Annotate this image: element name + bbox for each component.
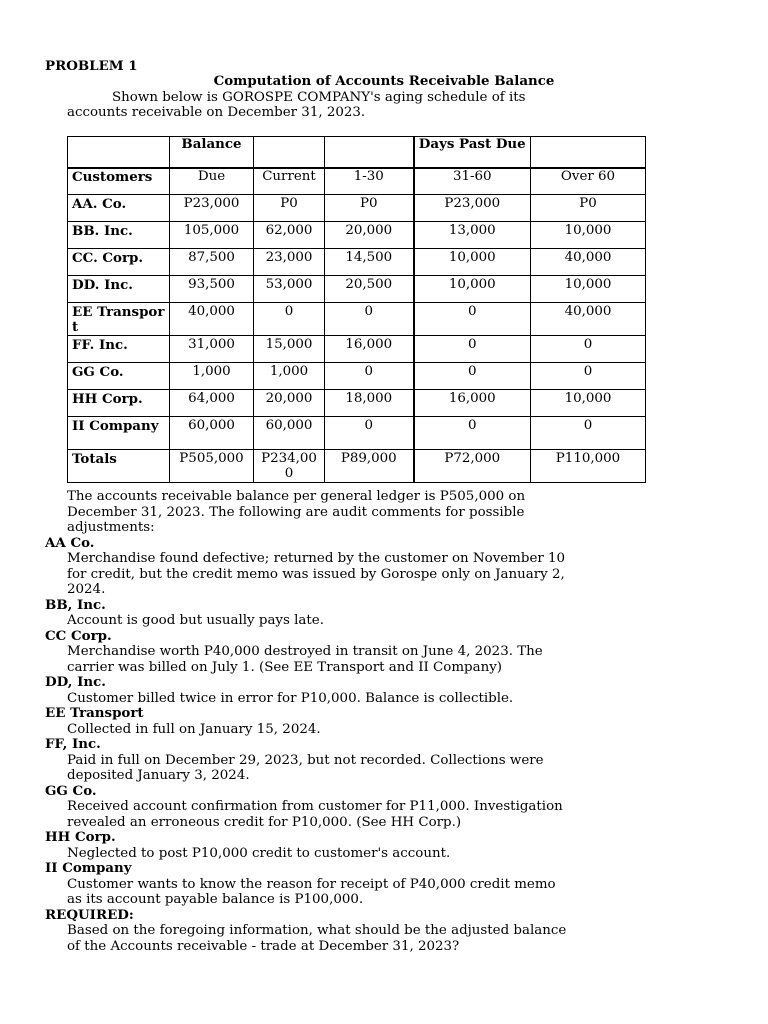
aging-schedule-table bbox=[67, 136, 646, 483]
document-title-text: Computation of Accounts Receivable Balance bbox=[213, 73, 555, 89]
header-top-cell-days-31-60: Days Past Due bbox=[414, 137, 531, 169]
comment-line: revealed an erroneous credit for P10,000. (See HH Corp.) bbox=[67, 814, 462, 830]
cell-customers: GG Co. bbox=[68, 363, 170, 390]
cell-days-31-60: 0 bbox=[414, 303, 531, 336]
comment-line: Neglected to post P10,000 credit to customer's account. bbox=[67, 845, 451, 861]
cell-days-1-30: 18,000 bbox=[325, 390, 414, 417]
cell-balance-due: 87,500 bbox=[170, 249, 254, 276]
header-cell-current: Current bbox=[254, 168, 325, 195]
cell-days-31-60: 0 bbox=[414, 336, 531, 363]
comment-line: Collected in full on January 15, 2024. bbox=[67, 721, 321, 737]
cell-balance-due: 40,000 bbox=[170, 303, 254, 336]
comment-heading: FF, Inc. bbox=[45, 736, 101, 752]
header-top-cell-over-60 bbox=[531, 137, 646, 169]
cell-days-1-30: 20,000 bbox=[325, 222, 414, 249]
cell-current: 15,000 bbox=[254, 336, 325, 363]
cell-customers: CC. Corp. bbox=[68, 249, 170, 276]
cell-over-60: 0 bbox=[531, 363, 646, 390]
cell-customers: DD. Inc. bbox=[68, 276, 170, 303]
comment-line: Customer wants to know the reason for receipt of P40,000 credit memo bbox=[67, 876, 556, 892]
cell-customers: BB. Inc. bbox=[68, 222, 170, 249]
comment-line: Merchandise worth P40,000 destroyed in transit on June 4, 2023. The bbox=[67, 644, 543, 659]
cell-over-60: 10,000 bbox=[531, 390, 646, 417]
cell-over-60: P0 bbox=[531, 195, 646, 222]
ledger-line: adjustments: bbox=[67, 520, 155, 535]
comment-line: 2024. bbox=[67, 582, 106, 597]
cell-current: 53,000 bbox=[254, 276, 325, 303]
cell-current: P0 bbox=[254, 195, 325, 222]
table-header-row bbox=[68, 168, 646, 195]
cell-days-31-60: 13,000 bbox=[414, 222, 531, 249]
header-top-cell-customers bbox=[68, 137, 170, 169]
table-row bbox=[68, 303, 646, 336]
header-cell-days-31-60: 31-60 bbox=[414, 168, 531, 195]
comment-heading: DD, Inc. bbox=[45, 674, 106, 690]
ledger-line: The accounts receivable balance per general ledger is P505,000 on bbox=[67, 489, 526, 504]
table-row bbox=[68, 249, 646, 276]
header-top-cell-current bbox=[254, 137, 325, 169]
comment-heading: AA Co. bbox=[45, 534, 95, 551]
table-row bbox=[68, 450, 646, 483]
cell-over-60: 10,000 bbox=[531, 276, 646, 303]
cell-balance-due: 31,000 bbox=[170, 336, 254, 363]
header-cell-days-1-30: 1-30 bbox=[325, 168, 414, 195]
cell-customers: Totals bbox=[68, 450, 170, 483]
cell-over-60: 40,000 bbox=[531, 249, 646, 276]
cell-days-1-30: 20,500 bbox=[325, 276, 414, 303]
cell-days-31-60: P23,000 bbox=[414, 195, 531, 222]
table-row bbox=[68, 336, 646, 363]
intro-line-2: accounts receivable on December 31, 2023. bbox=[67, 105, 366, 120]
cell-customers: AA. Co. bbox=[68, 195, 170, 222]
comment-heading: REQUIRED: bbox=[45, 906, 134, 923]
cell-days-31-60: 16,000 bbox=[414, 390, 531, 417]
comment-line: Based on the foregoing information, what should be the adjusted balance bbox=[67, 923, 567, 938]
header-cell-customers: Customers bbox=[68, 168, 170, 195]
cell-current: 1,000 bbox=[254, 363, 325, 390]
cell-balance-due: 105,000 bbox=[170, 222, 254, 249]
cell-days-31-60: 0 bbox=[414, 363, 531, 390]
cell-days-1-30: 0 bbox=[325, 417, 414, 450]
cell-days-1-30: P0 bbox=[325, 195, 414, 222]
table-row bbox=[68, 390, 646, 417]
ledger-line: December 31, 2023. The following are audit comments for possible bbox=[67, 504, 525, 520]
comment-line: Merchandise found defective; returned by the customer on November 10 bbox=[67, 551, 566, 566]
document-title bbox=[0, 74, 768, 89]
table-row bbox=[68, 222, 646, 249]
cell-balance-due: 93,500 bbox=[170, 276, 254, 303]
comment-heading: GG Co. bbox=[45, 782, 97, 799]
table-row bbox=[68, 276, 646, 303]
cell-over-60: 0 bbox=[531, 417, 646, 450]
comment-heading: EE Transport bbox=[45, 705, 144, 721]
cell-current: 0 bbox=[254, 303, 325, 336]
comment-line: Account is good but usually pays late. bbox=[67, 613, 324, 628]
cell-customers: HH Corp. bbox=[68, 390, 170, 417]
header-cell-over-60: Over 60 bbox=[531, 168, 646, 195]
comment-heading: BB, Inc. bbox=[45, 596, 106, 613]
comment-heading: II Company bbox=[45, 860, 132, 876]
cell-over-60: 10,000 bbox=[531, 222, 646, 249]
comment-line: as its account payable balance is P100,000. bbox=[67, 892, 364, 907]
cell-current: 62,000 bbox=[254, 222, 325, 249]
cell-days-1-30: 14,500 bbox=[325, 249, 414, 276]
comment-line: deposited January 3, 2024. bbox=[67, 768, 250, 783]
cell-balance-due: 1,000 bbox=[170, 363, 254, 390]
cell-over-60: P110,000 bbox=[531, 450, 646, 483]
header-cell-balance-due: Due bbox=[170, 168, 254, 195]
comment-line: Received account confirmation from customer for P11,000. Investigation bbox=[67, 799, 563, 814]
cell-current: 60,000 bbox=[254, 417, 325, 450]
table-header-top-row bbox=[68, 137, 646, 169]
cell-balance-due: P505,000 bbox=[170, 450, 254, 483]
cell-customers: II Company bbox=[68, 417, 170, 450]
cell-days-31-60: 10,000 bbox=[414, 249, 531, 276]
cell-balance-due: P23,000 bbox=[170, 195, 254, 222]
cell-days-1-30: 0 bbox=[325, 303, 414, 336]
comment-line: carrier was billed on July 1. (See EE Transport and II Company) bbox=[67, 659, 503, 675]
comment-heading: HH Corp. bbox=[45, 829, 116, 845]
cell-current: 23,000 bbox=[254, 249, 325, 276]
problem-label: PROBLEM 1 bbox=[45, 58, 138, 74]
cell-balance-due: 64,000 bbox=[170, 390, 254, 417]
cell-days-31-60: 10,000 bbox=[414, 276, 531, 303]
comment-heading: CC Corp. bbox=[45, 627, 112, 644]
comment-line: of the Accounts receivable - trade at December 31, 2023? bbox=[67, 938, 460, 954]
cell-current: P234,000 bbox=[254, 450, 325, 483]
table-row bbox=[68, 363, 646, 390]
cell-over-60: 0 bbox=[531, 336, 646, 363]
cell-customers: EE Transport bbox=[68, 303, 170, 336]
header-top-cell-days-1-30 bbox=[325, 137, 414, 169]
cell-current: 20,000 bbox=[254, 390, 325, 417]
header-top-cell-balance-due: Balance bbox=[170, 137, 254, 169]
comment-line: for credit, but the credit memo was issued by Gorospe only on January 2, bbox=[67, 566, 565, 582]
cell-days-1-30: 16,000 bbox=[325, 336, 414, 363]
cell-days-31-60: P72,000 bbox=[414, 450, 531, 483]
table-row bbox=[68, 417, 646, 450]
cell-days-1-30: 0 bbox=[325, 363, 414, 390]
intro-line-1: Shown below is GOROSPE COMPANY's aging schedule of its bbox=[112, 90, 526, 105]
comment-line: Paid in full on December 29, 2023, but not recorded. Collections were bbox=[67, 752, 544, 768]
table-row bbox=[68, 195, 646, 222]
comment-line: Customer billed twice in error for P10,000. Balance is collectible. bbox=[67, 690, 514, 706]
cell-over-60: 40,000 bbox=[531, 303, 646, 336]
cell-balance-due: 60,000 bbox=[170, 417, 254, 450]
cell-days-31-60: 0 bbox=[414, 417, 531, 450]
cell-days-1-30: P89,000 bbox=[325, 450, 414, 483]
cell-customers: FF. Inc. bbox=[68, 336, 170, 363]
